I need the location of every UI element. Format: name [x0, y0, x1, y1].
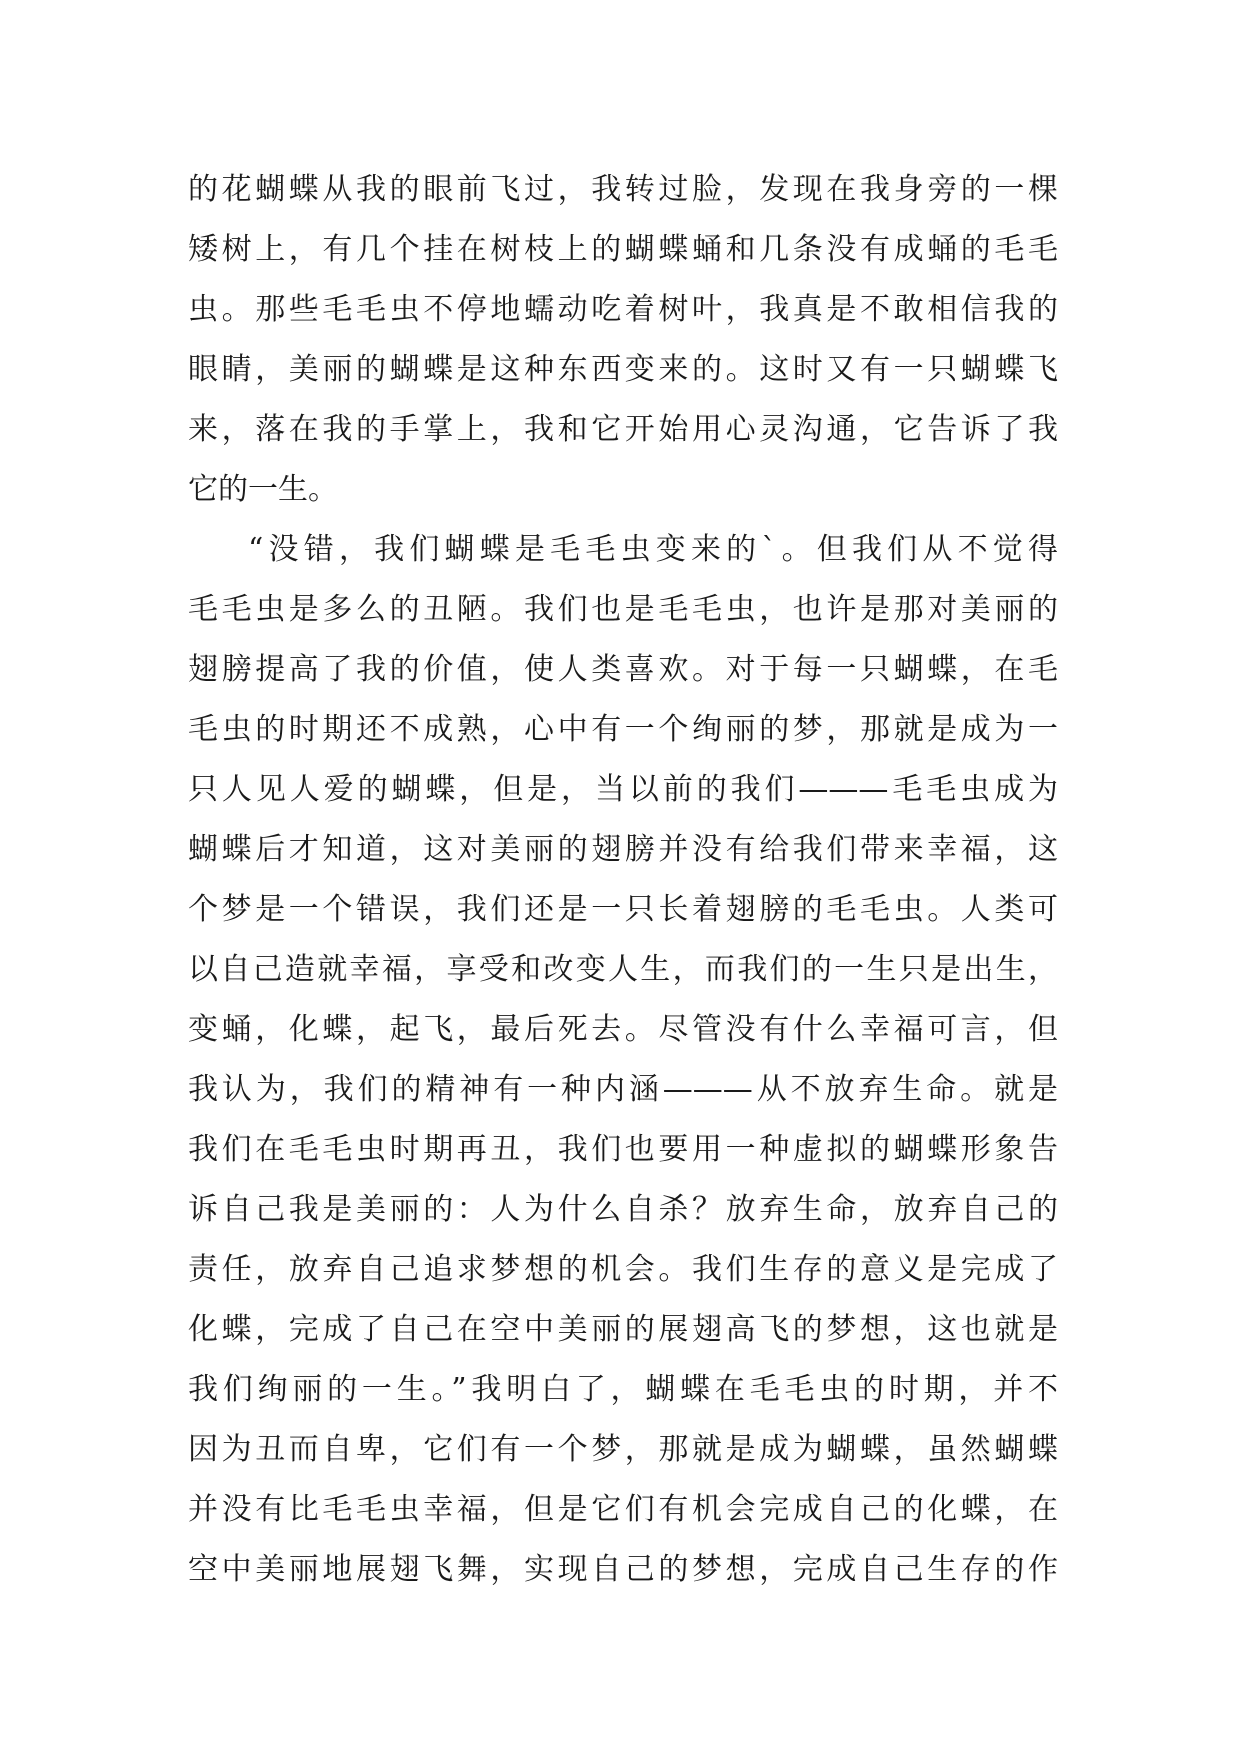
text-line: 化蝶，完成了自己在空中美丽的展翅高飞的梦想，这也就是 — [188, 1312, 1058, 1347]
text-line: “没错，我们蝴蝶是毛毛虫变来的`。但我们从不觉得 — [248, 532, 1058, 567]
text-line: 虫。那些毛毛虫不停地蠕动吃着树叶，我真是不敢相信我的 — [188, 292, 1058, 327]
paragraph-2 — [188, 520, 1058, 1600]
text-line: 诉自己我是美丽的：人为什么自杀？放弃生命，放弃自己的 — [188, 1192, 1058, 1227]
text-line: 眼睛，美丽的蝴蝶是这种东西变来的。这时又有一只蝴蝶飞 — [188, 352, 1058, 387]
paragraph-1 — [188, 160, 1058, 520]
text-line: 我认为，我们的精神有一种内涵———从不放弃生命。就是 — [188, 1072, 1058, 1107]
text-line: 个梦是一个错误，我们还是一只长着翅膀的毛毛虫。人类可 — [188, 892, 1058, 927]
text-line: 矮树上，有几个挂在树枝上的蝴蝶蛹和几条没有成蛹的毛毛 — [188, 232, 1058, 267]
text-line: 蝴蝶后才知道，这对美丽的翅膀并没有给我们带来幸福，这 — [188, 832, 1058, 867]
text-line: 我们绚丽的一生。”我明白了，蝴蝶在毛毛虫的时期，并不 — [188, 1372, 1058, 1407]
text-line: 变蛹，化蝶，起飞，最后死去。尽管没有什么幸福可言，但 — [188, 1012, 1058, 1047]
text-line: 我们在毛毛虫时期再丑，我们也要用一种虚拟的蝴蝶形象告 — [188, 1132, 1058, 1167]
text-line: 翅膀提高了我的价值，使人类喜欢。对于每一只蝴蝶，在毛 — [188, 652, 1058, 687]
text-line: 只人见人爱的蝴蝶，但是，当以前的我们———毛毛虫成为 — [188, 772, 1058, 807]
text-line: 因为丑而自卑，它们有一个梦，那就是成为蝴蝶，虽然蝴蝶 — [188, 1432, 1058, 1467]
text-line: 空中美丽地展翅飞舞，实现自己的梦想，完成自己生存的作 — [188, 1552, 1058, 1587]
text-line: 的花蝴蝶从我的眼前飞过，我转过脸，发现在我身旁的一棵 — [188, 172, 1058, 207]
text-line: 并没有比毛毛虫幸福，但是它们有机会完成自己的化蝶，在 — [188, 1492, 1058, 1527]
text-line: 来，落在我的手掌上，我和它开始用心灵沟通，它告诉了我 — [188, 412, 1058, 447]
text-line: 毛虫的时期还不成熟，心中有一个绚丽的梦，那就是成为一 — [188, 712, 1058, 747]
text-line: 毛毛虫是多么的丑陋。我们也是毛毛虫，也许是那对美丽的 — [188, 592, 1058, 627]
text-line: 它的一生。 — [188, 472, 338, 507]
body-text — [188, 160, 1058, 1600]
text-line: 以自己造就幸福，享受和改变人生，而我们的一生只是出生， — [188, 952, 1058, 987]
text-line: 责任，放弃自己追求梦想的机会。我们生存的意义是完成了 — [188, 1252, 1058, 1287]
